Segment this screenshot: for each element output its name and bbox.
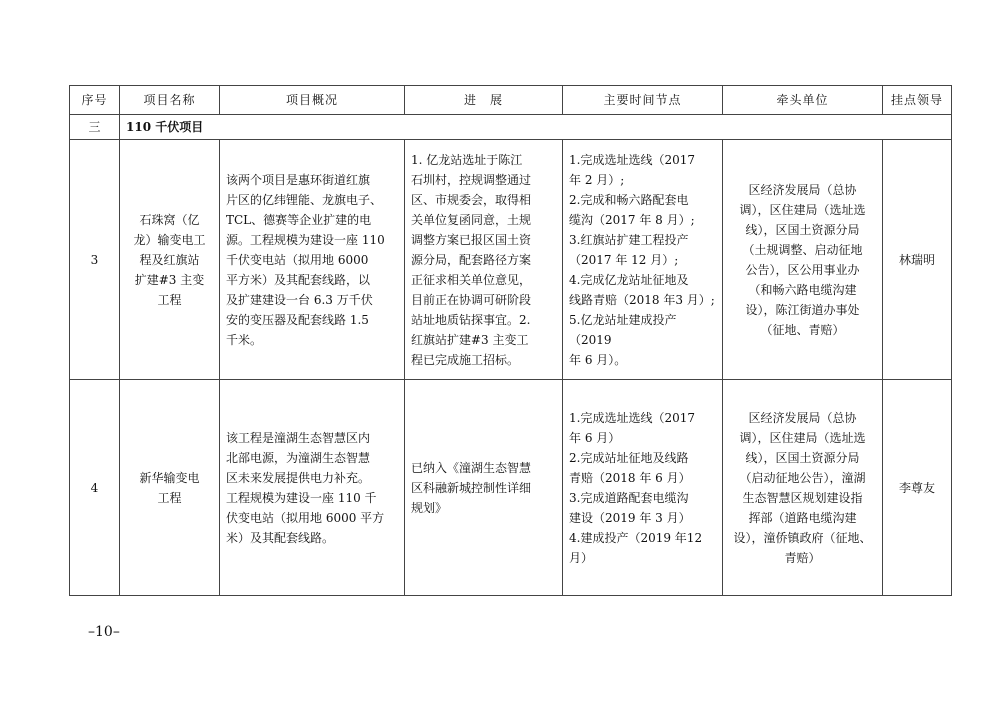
header-milestones: 主要时间节点: [563, 86, 723, 115]
progress-line: 规划》: [411, 500, 448, 515]
section-row: [70, 115, 952, 140]
header-number: 序号: [70, 86, 120, 115]
responsible-leader: 李尊友: [883, 380, 952, 596]
name-line: 程及红旗站: [139, 252, 200, 267]
lead-unit-line: 生态智慧区规划建设指: [742, 490, 863, 505]
progress-line: 目前正在协调可研阶段: [411, 292, 532, 307]
milestone-line: 3.完成道路配套电缆沟: [569, 490, 689, 505]
milestone-line: 缆沟（2017 年 8 月）;: [569, 212, 695, 227]
overview-line: TCL、德赛等企业扩建的电: [226, 212, 372, 227]
lead-unit-line: 挥部（道路电缆沟建: [748, 510, 857, 525]
name-line: 工程: [157, 292, 182, 307]
progress-line: 区科融新城控制性详细: [411, 480, 532, 495]
lead-unit-line: （启动征地公告），潼湖: [739, 470, 866, 485]
overview-line: 伏变电站（拟用地 6000 平方: [226, 510, 385, 525]
progress-line: 关单位复函同意，土规: [411, 212, 532, 227]
lead-unit: [723, 380, 883, 596]
project-progress: [405, 140, 563, 380]
lead-unit: [723, 140, 883, 380]
lead-unit-line: （土规调整、启动征地: [742, 242, 863, 257]
table-header-row: [70, 86, 952, 115]
project-progress: [405, 380, 563, 596]
milestone-line: 4.建成投产（2019 年12 月）: [569, 530, 703, 565]
row-number: 3: [70, 140, 120, 380]
overview-line: 源。工程规模为建设一座 110: [226, 232, 385, 247]
header-leader: 挂点领导: [883, 86, 952, 115]
overview-line: 该两个项目是惠环街道红旗: [226, 172, 371, 187]
header-overview: 项目概况: [220, 86, 405, 115]
overview-line: 千米。: [226, 332, 263, 347]
milestone-line: 建设（2019 年 3 月）: [569, 510, 691, 525]
overview-line: 米）及其配套线路。: [226, 530, 335, 545]
name-line: 龙）输变电工: [133, 232, 206, 247]
project-milestones: [563, 380, 723, 596]
lead-unit-line: 区经济发展局（总协: [748, 182, 857, 197]
overview-line: 工程规模为建设一座 110 千: [226, 490, 377, 505]
lead-unit-line: 设），潼侨镇政府（征地、: [733, 530, 872, 545]
name-line: 扩建#3 主变: [134, 272, 205, 287]
lead-unit-line: （和畅六路电缆沟建: [748, 282, 857, 297]
lead-unit-line: （征地、青赔）: [760, 322, 845, 337]
milestone-line: 3.红旗站扩建工程投产: [569, 232, 689, 247]
progress-line: 区、市规委会，取得相: [411, 192, 532, 207]
progress-line: 红旗站扩建#3 主变工: [411, 332, 529, 347]
overview-line: 平方米）及其配套线路，以: [226, 272, 371, 287]
project-table: [69, 85, 952, 596]
progress-line: 1. 亿龙站选址于陈江: [411, 152, 523, 167]
project-milestones: [563, 140, 723, 380]
lead-unit-line: 调），区住建局（选址选: [739, 202, 866, 217]
milestone-line: 年 6 月）: [569, 430, 621, 445]
milestone-line: 青赔（2018 年 6 月）: [569, 470, 691, 485]
lead-unit-line: 青赔）: [784, 550, 821, 565]
overview-line: 片区的亿纬锂能、龙旗电子、: [226, 192, 383, 207]
lead-unit-line: 调），区住建局（选址选: [739, 430, 866, 445]
lead-unit-line: 线），区国土资源分局: [745, 222, 860, 237]
lead-unit-line: 区经济发展局（总协: [748, 410, 857, 425]
lead-unit-line: 设），陈江街道办事处: [745, 302, 860, 317]
overview-line: 区未来发展提供电力补充。: [226, 470, 371, 485]
milestone-line: 年 2 月）;: [569, 172, 625, 187]
milestone-line: 1.完成选址选线（2017: [569, 152, 695, 167]
table-row: [70, 380, 952, 596]
project-name: [120, 140, 220, 380]
project-name: [120, 380, 220, 596]
table-row: [70, 140, 952, 380]
overview-line: 及扩建建设一台 6.3 万千伏: [226, 292, 373, 307]
progress-line: 调整方案已报区国土资: [411, 232, 532, 247]
page-number: –10–: [88, 624, 120, 640]
milestone-line: 2.完成站址征地及线路: [569, 450, 689, 465]
row-number: 4: [70, 380, 120, 596]
progress-line: 站址地质钻探事宜。2.: [411, 312, 531, 327]
progress-line: 已纳入《潼湖生态智慧: [411, 460, 532, 475]
overview-line: 安的变压器及配套线路 1.5: [226, 312, 369, 327]
milestone-line: （2017 年 12 月）;: [569, 252, 679, 267]
header-lead-unit: 牵头单位: [723, 86, 883, 115]
milestone-line: 线路青赔（2018 年3 月）;: [569, 292, 715, 307]
milestone-line: 5.亿龙站址建成投产（2019: [569, 312, 677, 347]
header-progress: 进 展: [405, 86, 563, 115]
name-line: 石珠窝（亿: [139, 212, 200, 227]
name-line: 工程: [157, 490, 182, 505]
overview-line: 千伏变电站（拟用地 6000: [226, 252, 369, 267]
milestone-line: 2.完成和畅六路配套电: [569, 192, 689, 207]
name-line: 新华输变电: [139, 470, 200, 485]
responsible-leader: 林瑞明: [883, 140, 952, 380]
progress-line: 石圳村，控规调整通过: [411, 172, 532, 187]
overview-line: 该工程是潼湖生态智慧区内: [226, 430, 371, 445]
milestone-line: 年 6 月）。: [569, 352, 627, 367]
progress-line: 正征求相关单位意见，: [411, 272, 532, 287]
overview-line: 北部电源，为潼湖生态智慧: [226, 450, 371, 465]
section-title: 110 千伏项目: [120, 115, 952, 140]
project-overview: [220, 380, 405, 596]
project-overview: [220, 140, 405, 380]
section-number: 三: [70, 115, 120, 140]
lead-unit-line: 公告），区公用事业办: [745, 262, 860, 277]
milestone-line: 4.完成亿龙站址征地及: [569, 272, 689, 287]
header-project-name: 项目名称: [120, 86, 220, 115]
progress-line: 程已完成施工招标。: [411, 352, 520, 367]
lead-unit-line: 线），区国土资源分局: [745, 450, 860, 465]
progress-line: 源分局，配套路径方案: [411, 252, 532, 267]
milestone-line: 1.完成选址选线（2017: [569, 410, 695, 425]
